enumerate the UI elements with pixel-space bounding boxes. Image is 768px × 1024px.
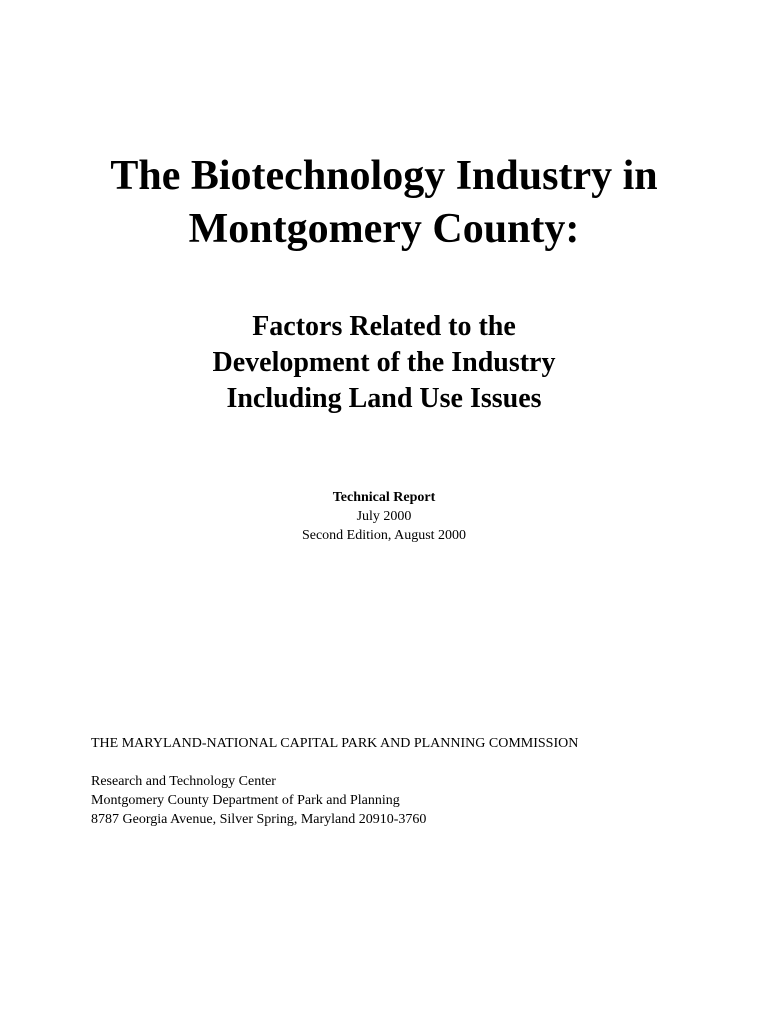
subtitle-line-1: Factors Related to the bbox=[252, 311, 516, 342]
document-title bbox=[0, 150, 768, 256]
organization-name: THE MARYLAND-NATIONAL CAPITAL PARK AND PLANNING COMMISSION bbox=[91, 736, 579, 751]
report-info bbox=[0, 488, 768, 545]
title-line-2: Montgomery County: bbox=[188, 206, 580, 252]
report-edition: Second Edition, August 2000 bbox=[301, 528, 467, 543]
address-line-3: 8787 Georgia Avenue, Silver Spring, Maryland 20910-3760 bbox=[91, 812, 427, 827]
report-date: July 2000 bbox=[356, 509, 412, 524]
organization-address bbox=[91, 772, 426, 829]
address-line-1: Research and Technology Center bbox=[91, 774, 276, 789]
report-type: Technical Report bbox=[332, 490, 436, 505]
document-subtitle bbox=[0, 309, 768, 417]
title-line-1: The Biotechnology Industry in bbox=[110, 153, 658, 199]
address-line-2: Montgomery County Department of Park and Planning bbox=[91, 793, 400, 808]
subtitle-line-3: Including Land Use Issues bbox=[226, 383, 542, 414]
subtitle-line-2: Development of the Industry bbox=[212, 347, 556, 378]
